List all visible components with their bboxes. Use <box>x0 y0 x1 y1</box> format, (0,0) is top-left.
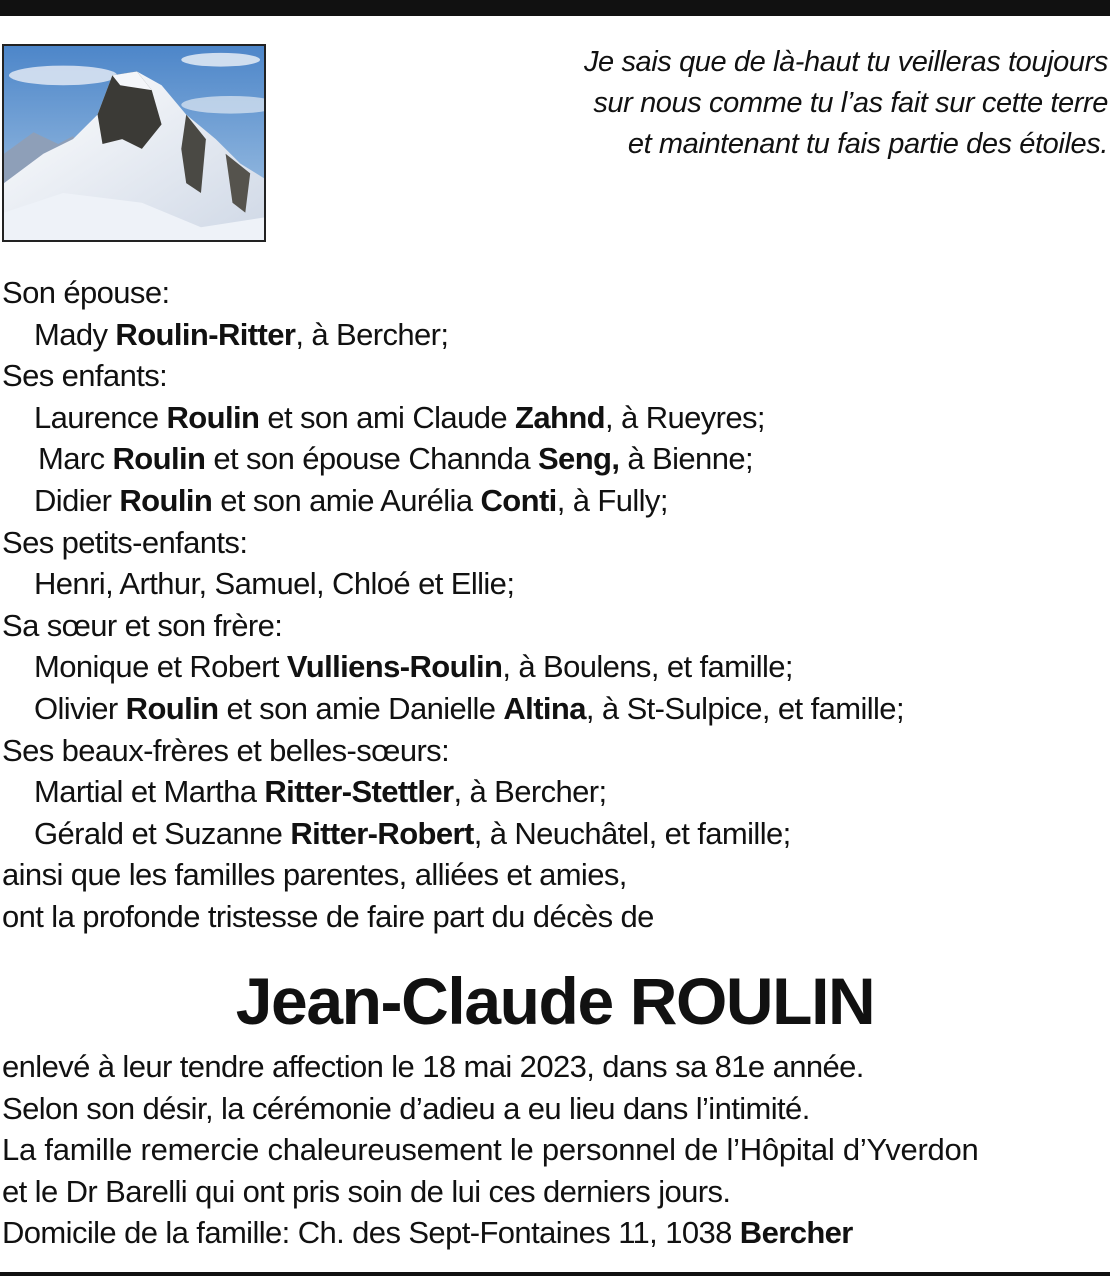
quote-line: sur nous comme tu l’as fait sur cette terre <box>593 87 1108 119</box>
family-list <box>2 272 1108 938</box>
bottom-rule <box>0 1272 1110 1276</box>
spouse-entry: Mady Roulin-Ritter, à Bercher; <box>34 316 449 352</box>
children-heading: Ses enfants: <box>2 358 168 394</box>
child-entry: Didier Roulin et son amie Aurélia Conti, à Fully; <box>34 482 668 518</box>
sibling-entry: Monique et Robert Vulliens-Roulin, à Boulens, et famille; <box>34 649 793 685</box>
footer-line: Selon son désir, la cérémonie d’adieu a eu lieu dans l’intimité. <box>2 1090 810 1126</box>
child-entry: Laurence Roulin et son ami Claude Zahnd, à Rueyres; <box>34 399 765 435</box>
closing-line: ainsi que les familles parentes, alliées et amies, <box>2 857 627 893</box>
memorial-quote <box>468 42 1108 165</box>
sibling-entry: Olivier Roulin et son amie Danielle Altina, à St-Sulpice, et famille; <box>34 690 904 726</box>
notice-footer <box>2 1046 1108 1254</box>
grandchildren-entry: Henri, Arthur, Samuel, Chloé et Ellie; <box>34 566 515 602</box>
spouse-heading: Son épouse: <box>2 275 170 310</box>
quote-line: Je sais que de là-haut tu veilleras toujours <box>583 46 1108 78</box>
inlaw-entry: Martial et Martha Ritter-Stettler, à Bercher; <box>34 774 607 810</box>
footer-line: et le Dr Barelli qui ont pris soin de lui ces derniers jours. <box>2 1173 731 1209</box>
top-rule <box>0 0 1110 16</box>
mountain-photo <box>2 44 266 242</box>
quote-line: et maintenant tu fais partie des étoiles. <box>627 128 1108 160</box>
child-entry: Marc Roulin et son épouse Channda Seng, à Bienne; <box>38 441 753 477</box>
siblings-heading: Sa sœur et son frère: <box>2 607 283 643</box>
grandchildren-heading: Ses petits-enfants: <box>2 524 248 560</box>
domicile-line: Domicile de la famille: Ch. des Sept-Fontaines 11, 1038 Bercher <box>2 1215 853 1251</box>
inlaws-heading: Ses beaux-frères et belles-sœurs: <box>2 732 450 768</box>
inlaw-entry: Gérald et Suzanne Ritter-Robert, à Neuchâtel, et famille; <box>34 815 791 851</box>
footer-line: enlevé à leur tendre affection le 18 mai 2023, dans sa 81e année. <box>2 1049 864 1084</box>
closing-line: ont la profonde tristesse de faire part du décès de <box>2 898 654 934</box>
deceased-name: Jean-Claude ROULIN <box>235 964 875 1038</box>
mountain-image <box>4 46 264 240</box>
footer-line: La famille remercie chaleureusement le personnel de l’Hôpital d’Yverdon <box>2 1132 979 1168</box>
